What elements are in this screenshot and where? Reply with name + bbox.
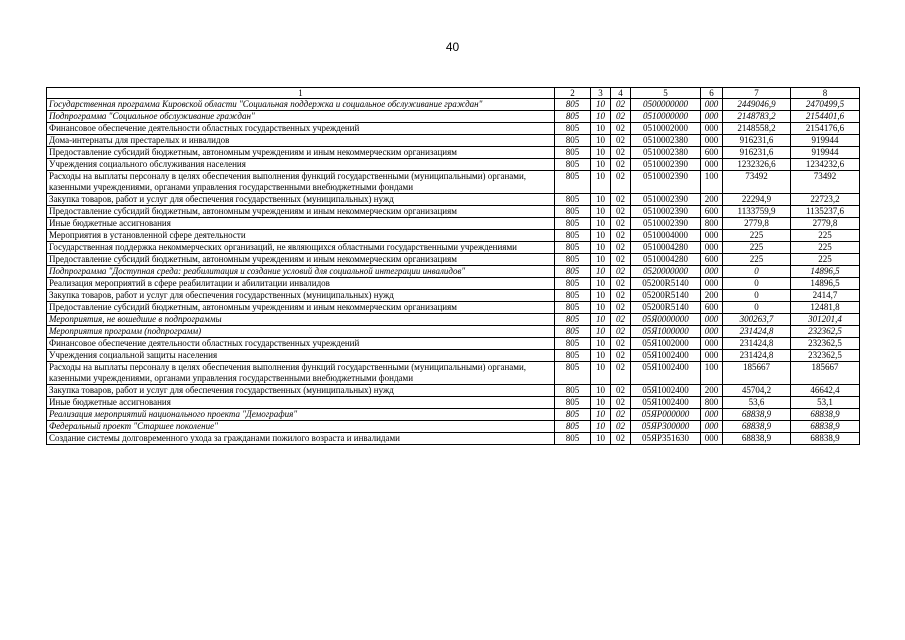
- cell-section: 10: [591, 123, 611, 135]
- cell-amount-year1: 225: [723, 254, 791, 266]
- cell-amount-year2: 14896,5: [791, 266, 860, 278]
- table-row: [47, 194, 860, 206]
- cell-amount-year1: 45704,2: [723, 385, 791, 397]
- cell-subsection: 02: [611, 206, 631, 218]
- header-cell: 7: [723, 88, 791, 99]
- cell-name: Мероприятия программ (подпрограмм): [47, 326, 555, 338]
- cell-target-article: 0510002380: [631, 147, 701, 159]
- cell-amount-year2: 2779,8: [791, 218, 860, 230]
- cell-amount-year2: 2470499,5: [791, 99, 860, 111]
- table-row: [47, 278, 860, 290]
- table-row: [47, 397, 860, 409]
- cell-expense-type: 800: [701, 397, 723, 409]
- cell-subsection: 02: [611, 123, 631, 135]
- cell-name: Иные бюджетные ассигнования: [47, 397, 555, 409]
- cell-amount-year2: 919944: [791, 147, 860, 159]
- cell-section: 10: [591, 159, 611, 171]
- cell-target-article: 05Я0000000: [631, 314, 701, 326]
- cell-target-article: 05Я1002400: [631, 397, 701, 409]
- cell-target-article: 0510004000: [631, 230, 701, 242]
- cell-amount-year2: 1135237,6: [791, 206, 860, 218]
- cell-ministry-code: 805: [555, 254, 591, 266]
- cell-amount-year1: 0: [723, 278, 791, 290]
- cell-ministry-code: 805: [555, 230, 591, 242]
- table-row: [47, 350, 860, 362]
- table-row: [47, 123, 860, 135]
- cell-amount-year1: 916231,6: [723, 135, 791, 147]
- table-row: [47, 385, 860, 397]
- cell-ministry-code: 805: [555, 350, 591, 362]
- cell-amount-year2: 232362,5: [791, 338, 860, 350]
- cell-amount-year2: 73492: [791, 171, 860, 194]
- cell-amount-year1: 300263,7: [723, 314, 791, 326]
- cell-section: 10: [591, 409, 611, 421]
- table-row: [47, 254, 860, 266]
- cell-amount-year2: 225: [791, 242, 860, 254]
- cell-target-article: 05Я1000000: [631, 326, 701, 338]
- cell-target-article: 0510004280: [631, 242, 701, 254]
- cell-expense-type: 000: [701, 99, 723, 111]
- header-cell: 3: [591, 88, 611, 99]
- table-row: [47, 111, 860, 123]
- cell-subsection: 02: [611, 171, 631, 194]
- cell-amount-year2: 2154401,6: [791, 111, 860, 123]
- cell-expense-type: 600: [701, 302, 723, 314]
- cell-target-article: 0520000000: [631, 266, 701, 278]
- cell-ministry-code: 805: [555, 218, 591, 230]
- header-cell: 6: [701, 88, 723, 99]
- cell-subsection: 02: [611, 218, 631, 230]
- cell-expense-type: 800: [701, 218, 723, 230]
- header-cell: 5: [631, 88, 701, 99]
- cell-expense-type: 600: [701, 254, 723, 266]
- cell-expense-type: 100: [701, 171, 723, 194]
- cell-expense-type: 200: [701, 290, 723, 302]
- cell-expense-type: 600: [701, 147, 723, 159]
- page-number: 40: [445, 40, 460, 54]
- cell-amount-year1: 53,6: [723, 397, 791, 409]
- cell-expense-type: 200: [701, 385, 723, 397]
- cell-amount-year2: 46642,4: [791, 385, 860, 397]
- cell-section: 10: [591, 218, 611, 230]
- cell-subsection: 02: [611, 278, 631, 290]
- cell-amount-year1: 231424,8: [723, 326, 791, 338]
- cell-amount-year1: 916231,6: [723, 147, 791, 159]
- cell-section: 10: [591, 242, 611, 254]
- cell-name: Подпрограмма "Доступная среда: реабилитация и создание условий для социальной интеграции инвалидов": [47, 266, 555, 278]
- cell-expense-type: 000: [701, 111, 723, 123]
- cell-subsection: 02: [611, 302, 631, 314]
- cell-amount-year2: 232362,5: [791, 326, 860, 338]
- cell-section: 10: [591, 147, 611, 159]
- table-row: [47, 362, 860, 385]
- cell-target-article: 05200R5140: [631, 302, 701, 314]
- cell-name: Дома-интернаты для престарелых и инвалидов: [47, 135, 555, 147]
- cell-name: Расходы на выплаты персоналу в целях обеспечения выполнения функций государственными (муниципальными) органами, казенными учреждениями, органами управления государственными внебюджетными фондами: [47, 171, 555, 194]
- cell-section: 10: [591, 350, 611, 362]
- cell-amount-year1: 2449046,9: [723, 99, 791, 111]
- cell-ministry-code: 805: [555, 409, 591, 421]
- table-row: [47, 99, 860, 111]
- cell-target-article: 0510002390: [631, 159, 701, 171]
- cell-name: Финансовое обеспечение деятельности областных государственных учреждений: [47, 123, 555, 135]
- cell-amount-year2: 1234232,6: [791, 159, 860, 171]
- cell-name: Создание системы долговременного ухода за гражданами пожилого возраста и инвалидами: [47, 433, 555, 445]
- cell-section: 10: [591, 278, 611, 290]
- cell-subsection: 02: [611, 362, 631, 385]
- cell-ministry-code: 805: [555, 326, 591, 338]
- cell-ministry-code: 805: [555, 278, 591, 290]
- cell-ministry-code: 805: [555, 159, 591, 171]
- cell-section: 10: [591, 433, 611, 445]
- cell-amount-year2: 232362,5: [791, 350, 860, 362]
- cell-section: 10: [591, 266, 611, 278]
- cell-target-article: 05Я1002400: [631, 362, 701, 385]
- cell-target-article: 05ЯP351630: [631, 433, 701, 445]
- cell-section: 10: [591, 194, 611, 206]
- cell-subsection: 02: [611, 421, 631, 433]
- cell-expense-type: 000: [701, 266, 723, 278]
- cell-target-article: 0510002390: [631, 171, 701, 194]
- cell-amount-year2: 185667: [791, 362, 860, 385]
- budget-table: [46, 87, 860, 445]
- cell-section: 10: [591, 385, 611, 397]
- table-row: [47, 290, 860, 302]
- cell-expense-type: 000: [701, 409, 723, 421]
- cell-amount-year2: 919944: [791, 135, 860, 147]
- cell-section: 10: [591, 230, 611, 242]
- cell-expense-type: 200: [701, 194, 723, 206]
- cell-ministry-code: 805: [555, 111, 591, 123]
- cell-ministry-code: 805: [555, 362, 591, 385]
- cell-amount-year1: 185667: [723, 362, 791, 385]
- table-row: [47, 266, 860, 278]
- cell-ministry-code: 805: [555, 194, 591, 206]
- cell-name: Финансовое обеспечение деятельности областных государственных учреждений: [47, 338, 555, 350]
- cell-target-article: 05ЯP300000: [631, 421, 701, 433]
- cell-expense-type: 000: [701, 338, 723, 350]
- table-row: [47, 302, 860, 314]
- cell-ministry-code: 805: [555, 385, 591, 397]
- cell-subsection: 02: [611, 99, 631, 111]
- table-row: [47, 218, 860, 230]
- table-row: [47, 433, 860, 445]
- cell-subsection: 02: [611, 266, 631, 278]
- cell-subsection: 02: [611, 159, 631, 171]
- cell-subsection: 02: [611, 111, 631, 123]
- cell-expense-type: 600: [701, 206, 723, 218]
- cell-expense-type: 000: [701, 242, 723, 254]
- cell-expense-type: 000: [701, 123, 723, 135]
- cell-ministry-code: 805: [555, 99, 591, 111]
- cell-amount-year1: 1232326,6: [723, 159, 791, 171]
- cell-name: Подпрограмма "Социальное обслуживание граждан": [47, 111, 555, 123]
- cell-amount-year1: 73492: [723, 171, 791, 194]
- cell-section: 10: [591, 338, 611, 350]
- cell-ministry-code: 805: [555, 266, 591, 278]
- cell-subsection: 02: [611, 338, 631, 350]
- cell-amount-year2: 12481,8: [791, 302, 860, 314]
- cell-subsection: 02: [611, 433, 631, 445]
- cell-section: 10: [591, 290, 611, 302]
- cell-ministry-code: 805: [555, 433, 591, 445]
- cell-ministry-code: 805: [555, 147, 591, 159]
- cell-name: Предоставление субсидий бюджетным, автономным учреждениям и иным некоммерческим организациям: [47, 206, 555, 218]
- cell-name: Предоставление субсидий бюджетным, автономным учреждениям и иным некоммерческим организациям: [47, 147, 555, 159]
- cell-ministry-code: 805: [555, 135, 591, 147]
- cell-name: Предоставление субсидий бюджетным, автономным учреждениям и иным некоммерческим организациям: [47, 254, 555, 266]
- table-header-row: [47, 88, 860, 99]
- cell-amount-year1: 0: [723, 302, 791, 314]
- cell-amount-year1: 231424,8: [723, 350, 791, 362]
- cell-amount-year1: 231424,8: [723, 338, 791, 350]
- cell-amount-year2: 22723,2: [791, 194, 860, 206]
- cell-ministry-code: 805: [555, 242, 591, 254]
- cell-name: Закупка товаров, работ и услуг для обеспечения государственных (муниципальных) нужд: [47, 194, 555, 206]
- cell-amount-year2: 53,1: [791, 397, 860, 409]
- cell-amount-year1: 0: [723, 290, 791, 302]
- cell-subsection: 02: [611, 350, 631, 362]
- cell-name: Учреждения социальной защиты населения: [47, 350, 555, 362]
- cell-section: 10: [591, 397, 611, 409]
- cell-expense-type: 000: [701, 135, 723, 147]
- cell-amount-year2: 225: [791, 254, 860, 266]
- cell-subsection: 02: [611, 147, 631, 159]
- header-cell: 1: [47, 88, 555, 99]
- cell-target-article: 0510002390: [631, 218, 701, 230]
- cell-section: 10: [591, 99, 611, 111]
- cell-subsection: 02: [611, 230, 631, 242]
- cell-target-article: 0510002390: [631, 194, 701, 206]
- header-cell: 2: [555, 88, 591, 99]
- cell-ministry-code: 805: [555, 302, 591, 314]
- cell-name: Иные бюджетные ассигнования: [47, 218, 555, 230]
- cell-amount-year1: 68838,9: [723, 433, 791, 445]
- cell-amount-year1: 225: [723, 230, 791, 242]
- cell-section: 10: [591, 314, 611, 326]
- table-row: [47, 421, 860, 433]
- cell-target-article: 05Я1002000: [631, 338, 701, 350]
- cell-subsection: 02: [611, 385, 631, 397]
- cell-expense-type: 000: [701, 421, 723, 433]
- table-row: [47, 206, 860, 218]
- cell-ministry-code: 805: [555, 421, 591, 433]
- cell-expense-type: 000: [701, 159, 723, 171]
- cell-name: Мероприятия в установленной сфере деятельности: [47, 230, 555, 242]
- cell-amount-year2: 68838,9: [791, 409, 860, 421]
- cell-amount-year1: 2779,8: [723, 218, 791, 230]
- table-row: [47, 159, 860, 171]
- cell-name: Закупка товаров, работ и услуг для обеспечения государственных (муниципальных) нужд: [47, 385, 555, 397]
- cell-section: 10: [591, 111, 611, 123]
- cell-subsection: 02: [611, 397, 631, 409]
- table-row: [47, 409, 860, 421]
- cell-target-article: 0510002390: [631, 206, 701, 218]
- cell-amount-year2: 14896,5: [791, 278, 860, 290]
- cell-subsection: 02: [611, 326, 631, 338]
- cell-target-article: 0510004280: [631, 254, 701, 266]
- cell-expense-type: 000: [701, 350, 723, 362]
- cell-amount-year2: 301201,4: [791, 314, 860, 326]
- cell-amount-year1: 225: [723, 242, 791, 254]
- cell-section: 10: [591, 326, 611, 338]
- cell-ministry-code: 805: [555, 338, 591, 350]
- cell-name: Расходы на выплаты персоналу в целях обеспечения выполнения функций государственными (муниципальными) органами, казенными учреждениями, органами управления государственными внебюджетными фондами: [47, 362, 555, 385]
- cell-name: Закупка товаров, работ и услуг для обеспечения государственных (муниципальных) нужд: [47, 290, 555, 302]
- cell-name: Предоставление субсидий бюджетным, автономным учреждениям и иным некоммерческим организациям: [47, 302, 555, 314]
- cell-name: Реализация мероприятий в сфере реабилитации и абилитации инвалидов: [47, 278, 555, 290]
- cell-target-article: 0500000000: [631, 99, 701, 111]
- cell-target-article: 05Я1002400: [631, 350, 701, 362]
- header-cell: 8: [791, 88, 860, 99]
- cell-amount-year2: 2414,7: [791, 290, 860, 302]
- cell-amount-year1: 68838,9: [723, 421, 791, 433]
- cell-expense-type: 100: [701, 362, 723, 385]
- cell-ministry-code: 805: [555, 123, 591, 135]
- table-row: [47, 338, 860, 350]
- table-row: [47, 135, 860, 147]
- cell-amount-year1: 2148783,2: [723, 111, 791, 123]
- cell-section: 10: [591, 135, 611, 147]
- cell-subsection: 02: [611, 194, 631, 206]
- table-row: [47, 314, 860, 326]
- cell-ministry-code: 805: [555, 206, 591, 218]
- cell-amount-year1: 22294,9: [723, 194, 791, 206]
- cell-ministry-code: 805: [555, 290, 591, 302]
- cell-target-article: 0510000000: [631, 111, 701, 123]
- cell-expense-type: 000: [701, 230, 723, 242]
- cell-section: 10: [591, 171, 611, 194]
- cell-name: Реализация мероприятий национального проекта "Демография": [47, 409, 555, 421]
- cell-section: 10: [591, 421, 611, 433]
- cell-amount-year2: 68838,9: [791, 421, 860, 433]
- cell-subsection: 02: [611, 409, 631, 421]
- cell-ministry-code: 805: [555, 314, 591, 326]
- cell-target-article: 05200R5140: [631, 278, 701, 290]
- cell-name: Государственная поддержка некоммерческих организаций, не являющихся областными государственными учреждениями: [47, 242, 555, 254]
- cell-amount-year2: 225: [791, 230, 860, 242]
- cell-subsection: 02: [611, 254, 631, 266]
- cell-amount-year1: 2148558,2: [723, 123, 791, 135]
- cell-amount-year1: 0: [723, 266, 791, 278]
- cell-name: Мероприятия, не вошедшие в подпрограммы: [47, 314, 555, 326]
- cell-subsection: 02: [611, 135, 631, 147]
- cell-subsection: 02: [611, 290, 631, 302]
- cell-section: 10: [591, 254, 611, 266]
- cell-section: 10: [591, 302, 611, 314]
- table-row: [47, 326, 860, 338]
- cell-expense-type: 000: [701, 326, 723, 338]
- table-row: [47, 230, 860, 242]
- cell-expense-type: 000: [701, 314, 723, 326]
- cell-name: Государственная программа Кировской области "Социальная поддержка и социальное обслуживание граждан": [47, 99, 555, 111]
- cell-ministry-code: 805: [555, 171, 591, 194]
- cell-amount-year2: 68838,9: [791, 433, 860, 445]
- cell-expense-type: 000: [701, 433, 723, 445]
- cell-target-article: 0510002380: [631, 135, 701, 147]
- cell-amount-year2: 2154176,6: [791, 123, 860, 135]
- header-cell: 4: [611, 88, 631, 99]
- cell-subsection: 02: [611, 242, 631, 254]
- cell-section: 10: [591, 362, 611, 385]
- cell-amount-year1: 68838,9: [723, 409, 791, 421]
- cell-target-article: 05ЯP000000: [631, 409, 701, 421]
- table-row: [47, 242, 860, 254]
- cell-amount-year1: 1133759,9: [723, 206, 791, 218]
- cell-target-article: 05200R5140: [631, 290, 701, 302]
- table-row: [47, 171, 860, 194]
- table-row: [47, 147, 860, 159]
- cell-subsection: 02: [611, 314, 631, 326]
- cell-name: Учреждения социального обслуживания населения: [47, 159, 555, 171]
- cell-target-article: 0510002000: [631, 123, 701, 135]
- cell-target-article: 05Я1002400: [631, 385, 701, 397]
- cell-ministry-code: 805: [555, 397, 591, 409]
- cell-name: Федеральный проект "Старшее поколение": [47, 421, 555, 433]
- cell-expense-type: 000: [701, 278, 723, 290]
- cell-section: 10: [591, 206, 611, 218]
